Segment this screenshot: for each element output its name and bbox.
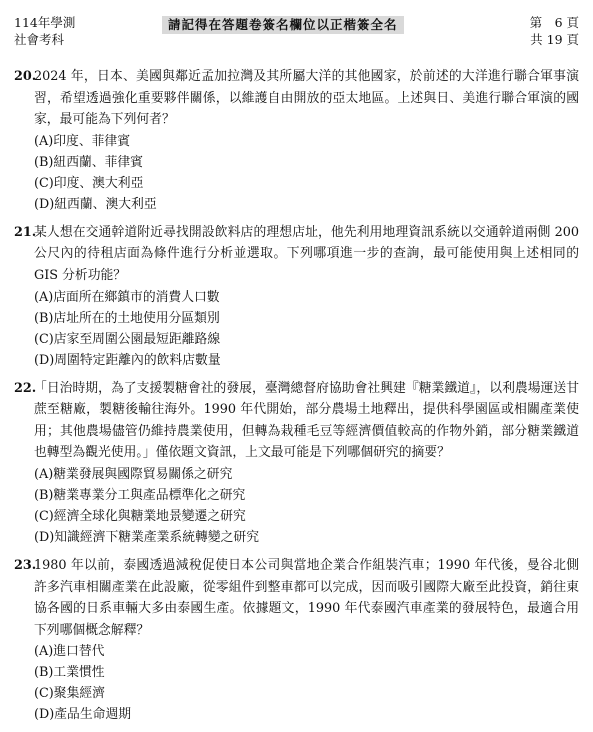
- option-text: 店面所在鄉鎮市的消費人口數: [53, 289, 220, 305]
- option-text: 紐西蘭、菲律賓: [53, 154, 143, 170]
- exam-year: 114年學測: [14, 15, 76, 30]
- option-letter: (C): [34, 175, 54, 191]
- total-pages: 共 19 頁: [530, 32, 579, 47]
- option-text: 聚集經濟: [53, 686, 105, 702]
- option-letter: (D): [34, 196, 55, 212]
- page-info: [530, 14, 579, 48]
- question-stem: [14, 222, 579, 287]
- option-letter: (D): [34, 529, 55, 545]
- option-letter: (A): [34, 466, 54, 482]
- option-a[interactable]: [14, 641, 579, 662]
- question-text: 「日治時期，為了支援製糖會社的發展，臺灣總督府協助會社興建『糖業鐵道』，以利農場運送甘蔗至糖廠，製糖後輸往海外。1990 年代開始，部分農場土地釋出，提供科學園區或相關產業使用；其他農場儘管仍維持農業使用，但轉為栽種毛豆等經濟價值較高的作物外銷，部分糖業鐵道也轉型為觀光使用。」僅依題文資訊，上文最可能是下列哪個研究的摘要？: [34, 380, 579, 461]
- option-text: 印度、菲律賓: [53, 133, 131, 149]
- option-b[interactable]: [14, 152, 579, 173]
- question-text: 2024 年，日本、美國與鄰近孟加拉灣及其所屬大洋的其他國家，於前述的大洋進行聯合軍事演習，希望透過強化重要夥伴關係，以維護自由開放的亞太地區。上述與日、美進行聯合軍演的國家，最可能為下列何者？: [34, 69, 579, 128]
- question-number: 21.: [14, 224, 37, 240]
- option-d[interactable]: [14, 704, 579, 725]
- question-22: [14, 378, 579, 548]
- option-letter: (B): [34, 665, 54, 681]
- option-b[interactable]: [14, 308, 579, 329]
- option-text: 印度、澳大利亞: [53, 175, 144, 191]
- option-text: 工業慣性: [53, 665, 105, 681]
- option-letter: (A): [34, 289, 54, 305]
- question-text: 某人想在交通幹道附近尋找開設飲料店的理想店址，他先利用地理資訊系統以交通幹道兩側 200 公尺內的待租店面為條件進行分析並選取。下列哪項進一步的查詢，最可能使用與上述相同的 GIS 分析功能？: [34, 224, 579, 283]
- signature-notice: 請記得在答題卷簽名欄位以正楷簽全名: [162, 16, 404, 34]
- question-stem: [14, 378, 579, 464]
- option-text: 店址所在的土地使用分區類別: [53, 310, 220, 326]
- option-letter: (C): [34, 331, 54, 347]
- question-text: 1980 年以前，泰國透過減稅促使日本公司與當地企業合作組裝汽車；1990 年代後，曼谷北側許多汽車相關產業在此設廠，從零組件到整車都可以完成，因而吸引國際大廠至此投資，銷往東協各國的日系車輛大多由泰國生產。依據題文，1990 年代泰國汽車產業的發展特色，最適合用下列哪個概念解釋？: [34, 557, 579, 638]
- option-letter: (B): [34, 487, 54, 503]
- option-letter: (C): [34, 508, 54, 524]
- option-text: 紐西蘭、澳大利亞: [54, 196, 157, 212]
- option-text: 糖業發展與國際貿易關係之研究: [53, 466, 233, 482]
- option-text: 經濟全球化與糖業地景變遷之研究: [53, 508, 246, 524]
- subject-name: 社會考科: [14, 32, 65, 47]
- question-20: [14, 66, 579, 215]
- option-text: 知識經濟下糖業產業系統轉變之研究: [54, 529, 259, 545]
- option-b[interactable]: [14, 662, 579, 683]
- option-letter: (D): [34, 352, 55, 368]
- option-letter: (A): [34, 644, 54, 660]
- option-a[interactable]: [14, 464, 579, 485]
- question-number: 23.: [14, 557, 37, 573]
- exam-info: [14, 14, 75, 48]
- option-text: 糖業專業分工與產品標準化之研究: [53, 487, 246, 503]
- option-d[interactable]: [14, 350, 579, 371]
- question-23: [14, 555, 579, 725]
- option-c[interactable]: [14, 683, 579, 704]
- option-a[interactable]: [14, 287, 579, 308]
- question-number: 22.: [14, 380, 37, 396]
- option-d[interactable]: [14, 527, 579, 548]
- question-stem: [14, 66, 579, 131]
- option-letter: (D): [34, 707, 55, 723]
- option-d[interactable]: [14, 194, 579, 215]
- option-letter: (B): [34, 154, 54, 170]
- option-letter: (A): [34, 133, 54, 149]
- question-number: 20.: [14, 69, 37, 84]
- option-text: 周圍特定距離內的飲料店數量: [54, 352, 221, 368]
- question-21: [14, 222, 579, 371]
- page-header: [14, 14, 579, 52]
- option-c[interactable]: [14, 329, 579, 350]
- option-a[interactable]: [14, 131, 579, 152]
- page-number: 第 6 頁: [529, 15, 579, 30]
- option-b[interactable]: [14, 485, 579, 506]
- option-letter: (C): [34, 686, 54, 702]
- question-list: [14, 66, 579, 732]
- option-letter: (B): [34, 310, 54, 326]
- question-stem: [14, 555, 579, 641]
- option-c[interactable]: [14, 506, 579, 527]
- option-text: 店家至周圍公園最短距離路線: [53, 331, 221, 347]
- option-c[interactable]: [14, 173, 579, 194]
- option-text: 產品生命週期: [54, 707, 132, 723]
- option-text: 進口替代: [53, 644, 105, 660]
